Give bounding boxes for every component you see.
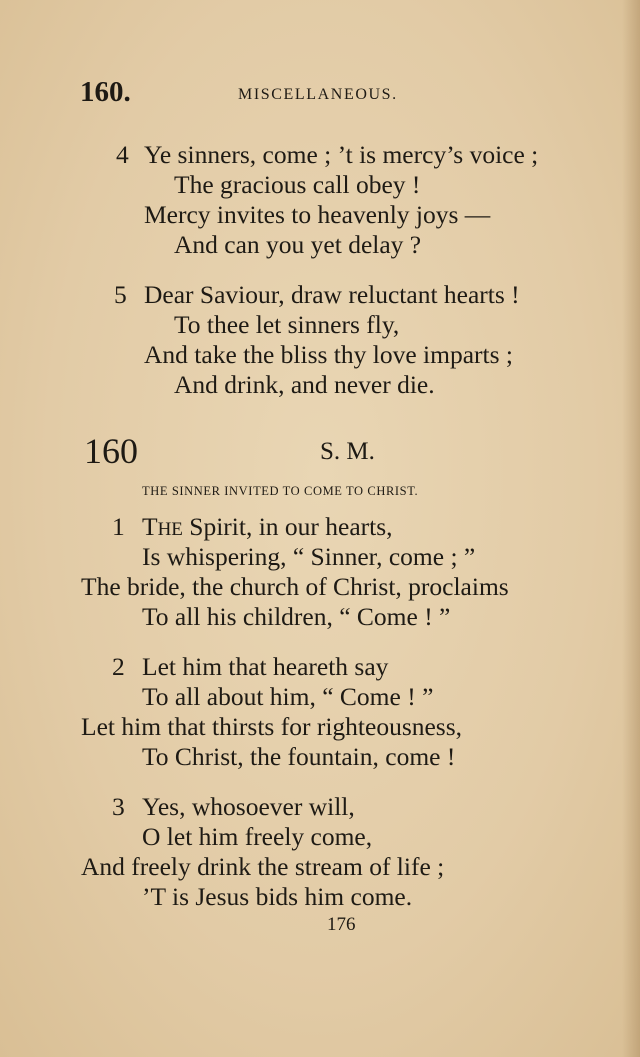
verse-line: And freely drink the stream of life ; <box>81 852 445 881</box>
verse-line: O let him freely come, <box>142 822 373 851</box>
verse-line: Yes, whosoever will, <box>142 792 355 821</box>
hymn-meter: S. M. <box>320 438 375 465</box>
page-number: 176 <box>327 914 356 935</box>
verse-line: ’T is Jesus bids him come. <box>142 882 413 911</box>
verse-line-text: Spirit, in our hearts, <box>182 512 393 541</box>
header-section-title: MISCELLANEOUS. <box>238 86 398 103</box>
hymn-number: 160 <box>84 431 138 471</box>
verse-number: 4 <box>116 140 129 169</box>
verse-line: To Christ, the fountain, come ! <box>142 742 456 771</box>
page-edge-shadow <box>622 0 640 1057</box>
verse-line: And can you yet delay ? <box>174 230 422 259</box>
verse-line: And drink, and never die. <box>174 370 435 399</box>
verse-line <box>142 512 393 545</box>
verse-number: 5 <box>114 280 127 309</box>
verse-line: Is whispering, “ Sinner, come ; ” <box>142 542 476 571</box>
verse-line: Ye sinners, come ; ’t is mercy’s voice ; <box>144 140 539 169</box>
verse-line: Dear Saviour, draw reluctant hearts ! <box>144 280 520 309</box>
verse-number: 2 <box>112 652 125 681</box>
verse-line: To all about him, “ Come ! ” <box>142 682 434 711</box>
verse-line: And take the bliss thy love imparts ; <box>144 340 513 369</box>
verse-line: Let him that heareth say <box>142 652 389 681</box>
verse-line: The bride, the church of Christ, proclaims <box>81 572 509 601</box>
verse-line: To all his children, “ Come ! ” <box>142 602 451 631</box>
verse-line: Mercy invites to heavenly joys — <box>144 200 491 229</box>
verse-line: To thee let sinners fly, <box>174 310 400 339</box>
verse-line: The gracious call obey ! <box>174 170 421 199</box>
verse-number: 3 <box>112 792 125 821</box>
verse-line: Let him that thirsts for righteousness, <box>81 712 463 741</box>
verse-number: 1 <box>112 512 125 541</box>
header-hymn-number: 160. <box>80 76 131 108</box>
small-caps-rest: HE <box>157 519 183 540</box>
hymn-title: THE SINNER INVITED TO COME TO CHRIST. <box>142 484 419 498</box>
drop-initial: T <box>142 512 158 541</box>
